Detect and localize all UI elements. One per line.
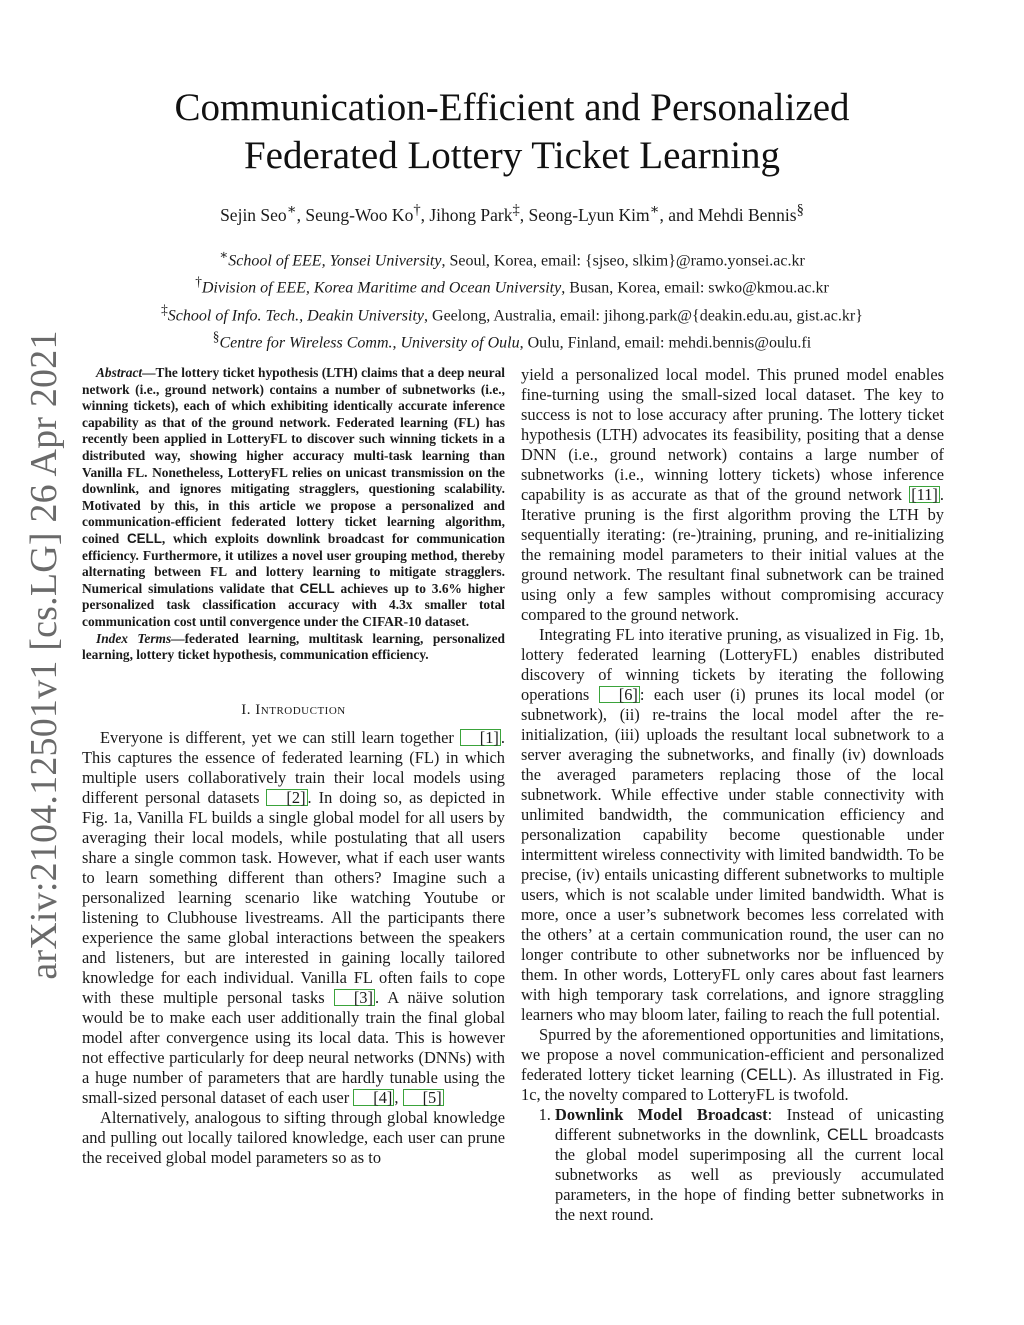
affiliations — [0, 244, 1024, 353]
cell-name: CELL — [746, 1066, 788, 1084]
affiliation-line: ∗School of EEE, Yonsei University, Seoul, Korea, email: {sjseo, slkim}@ramo.yonsei.ac.kr — [219, 247, 805, 270]
author-name: Seung-Woo Ko — [305, 204, 414, 225]
contribution-label: Downlink Model Broadcast — [555, 1105, 768, 1124]
contribution-list — [521, 1105, 944, 1225]
cell-name: CELL — [126, 530, 162, 546]
author-name: Seong-Lyun Kim — [528, 204, 650, 225]
author-conjunction: and — [668, 204, 694, 225]
author-mark: ‡ — [512, 202, 520, 218]
affiliation-institution: School of Info. Tech., Deakin University — [167, 306, 425, 324]
citation-link[interactable]: [5] — [403, 1089, 444, 1106]
author-name: Mehdi Bennis — [697, 204, 797, 225]
citation-link[interactable]: [4] — [353, 1089, 394, 1106]
body-paragraph: Spurred by the aforementioned opportunities and limitations, we propose a novel communication-efficient and personalized federated lottery ticket learning (CELL). As illustrated in Fig. 1c, the novelty compared to LotteryFL is twofold. — [521, 1025, 944, 1104]
affiliation-institution: Centre for Wireless Comm. — [219, 334, 393, 352]
abstract-label: Abstract — [96, 365, 143, 380]
section-heading: I. Introduction — [241, 701, 346, 718]
index-terms: Index Terms—federated learning, multitask learning, personalized learning, lottery ticket hypothesis, communication efficiency. — [82, 630, 505, 663]
author-mark: ∗ — [649, 202, 660, 218]
title-line-1: Communication-Efficient and Personalized — [174, 86, 850, 129]
title-line-2: Federated Lottery Ticket Learning — [243, 134, 781, 177]
cell-name: CELL — [826, 1126, 868, 1144]
body-paragraph: yield a personalized local model. This pruned model enables fine-turning using the small-sized local dataset. The key to success is not to lose accuracy after pruning. The lottery ticket hypothesis (LTH) advocates its feasibility, positing that a dense DNN (i.e., ground network) contains a large number of subnetworks (i.e., winning lottery tickets) whose inference capability is as accurate as that of the ground network [11] . Iterative pruning is the first algorithm proving the LTH by sequentially iterating: (re-)training, pruning, and re-initializing the remaining model parameters to their initial values at the ground network. The resultant final subnetwork can be trained using only a few samples without compromising accuracy compared to the ground network. — [521, 365, 944, 624]
author-name: Jihong Park — [429, 204, 513, 225]
index-terms-label: Index Terms — [96, 630, 172, 646]
author-mark: § — [796, 202, 804, 218]
affiliation-institution: School of EEE, Yonsei University — [228, 252, 442, 270]
arxiv-stamp — [23, 330, 65, 980]
intro-paragraph-2: Alternatively, analogous to sifting through global knowledge and pulling out locally tailored knowledge, each user can prune the received global model parameters so as to — [82, 1107, 505, 1167]
affiliation-line: §Centre for Wireless Comm., University of Oulu, Oulu, Finland, email: mehdi.bennis@oulu.fi — [212, 328, 812, 352]
affiliation-institution: University of Oulu — [400, 334, 520, 352]
affiliation-line: †Division of EEE, Korea Maritime and Ocean University, Busan, Korea, email: swko@kmou.ac.kr — [195, 274, 829, 297]
left-column — [82, 365, 505, 1168]
citation-link[interactable]: [2] — [266, 789, 307, 806]
affiliation-line: ‡School of Info. Tech., Deakin University, Geelong, Australia, email: jihong.park@{deakin.edu.au, gist.ac.kr} — [161, 301, 863, 324]
intro-paragraph-1: Everyone is different, yet we can still learn together [1] . This captures the essence of federated learning (FL) in which multiple users collaboratively train their local models using different personal datasets [2] . In doing so, as depicted in Fig. 1a, Vanilla FL builds a single global model for all users by averaging their local models, while postulating that all users share a single common task. However, what if each user wants to learn something different than others? Imagine such a personalized learning scenario like watching Youtube or listening to Clubhouse livestreams. All the participants there experience the same global interactions between the speakers and listeners, but are interested in gaining locally tailored knowledge for each individual. Vanilla FL often fails to cope with these multiple personal tasks [3] . A näive solution would be to make each user additionally train the final global model after convergence using its local data. This is however not effective particularly for deep neural networks (DNNs) with a huge number of parameters that are hardly tunable using the small-sized personal dataset of each user [4] , [5] — [82, 727, 506, 1107]
abstract — [82, 365, 505, 664]
citation-link[interactable]: [1] — [460, 729, 501, 746]
author-mark: ∗ — [286, 202, 297, 218]
citation-link[interactable]: [3] — [334, 989, 375, 1006]
cell-name: CELL — [299, 580, 335, 596]
arxiv-id: arXiv:2104.12501v1 [cs.LG] 26 Apr 2021 — [23, 330, 65, 980]
body-paragraph: Integrating FL into iterative pruning, as visualized in Fig. 1b, lottery federated learning (LotteryFL) enables distributed discovery of winning tickets by iterating the following operations [6] : each user (i) prunes its local model (or subnetwork), (ii) re-trains the local model after the re-initialization, (iii) uploads the resultant local subnetwork to a server averaging the subnetworks, and finally (iv) downloads the averaged parameters replacing those of the local subnetwork. While effective under stable connectivity with unlimited bandwidth, the communication efficiency and personalization capability become questionable under intermittent wireless connectivity with limited bandwidth. To be precise, (iv) entails unicasting different subnetworks to multiple users, which is not scalable under limited bandwidth. What is more, once a user’s subnetwork becomes less correlated with the others’ at a certain communication round, the user can no longer contribute to other subnetworks nor be influenced by them. In other words, LotteryFL only cares about fast learners with high temporary task correlations, and ignore straggling learners who may bloom later, failing to reach the full potential. — [521, 625, 945, 1024]
paper-title — [0, 84, 1024, 180]
citation-link[interactable]: [6] — [599, 686, 640, 703]
contribution-item: 1. Downlink Model Broadcast: Instead of unicasting different subnetworks in the downlink, CELL broadcasts the global model superimposing all the current local subnetworks as well as previously accumulated parameters, in the hope of finding better subnetworks in the next round. — [555, 1105, 944, 1225]
affiliation-institution: Division of EEE, Korea Maritime and Ocean University — [201, 279, 562, 297]
citation-link[interactable]: [11] — [911, 485, 938, 504]
author-mark: † — [413, 202, 421, 218]
right-column — [521, 365, 944, 1225]
author-name: Sejin Seo — [220, 204, 287, 225]
abstract-paragraph: Abstract—The lottery ticket hypothesis (LTH) claims that a deep neural network (i.e., ground network) contains a number of subnetworks (i.e., winning tickets), each of which exhibiting identically accurate inference capability as that of the ground network. Federated learning (FL) has recently been applied in LotteryFL to discover such winning tickets in a distributed way, showing higher accuracy multi-task learning than Vanilla FL. Nonetheless, LotteryFL relies on unicast transmission on the downlink, and ignores mitigating stragglers, questioning scalability. Motivated by this, in this article we propose a personalized and communication-efficient federated lottery ticket learning algorithm, coined CELL, which exploits downlink broadcast for communication efficiency. Furthermore, it utilizes a novel user grouping method, thereby alternating between FL and lottery learning to mitigate stragglers. Numerical simulations validate that CELL achieves up to 3.6% higher personalized task classification accuracy with 4.3x smaller total communication cost until convergence under the CIFAR-10 dataset. — [82, 365, 506, 629]
author-list: Sejin Seo∗, Seung-Woo Ko†, Jihong Park‡, Seong-Lyun Kim∗, and Mehdi Bennis§ — [220, 202, 804, 225]
